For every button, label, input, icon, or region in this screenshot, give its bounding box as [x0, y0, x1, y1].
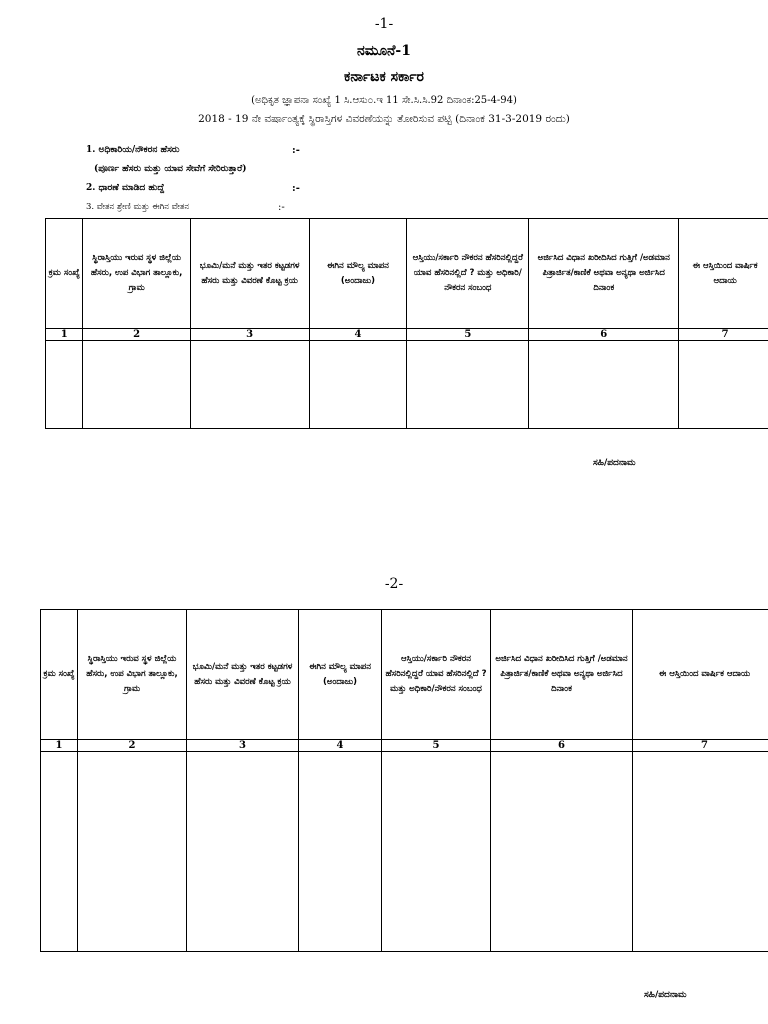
- signature-designation: ಸಹಿ/ಪದನಾಮ: [593, 458, 636, 468]
- page-number: -1-: [374, 16, 394, 32]
- header-owner-name: ಆಸ್ತಿಯು/ಸರ್ಕಾರಿ ನೌಕರನ ಹೆಸರಿನಲ್ಲಿದ್ದರೆ ಯಾವ ಹೆಸರಿನಲ್ಲಿದೆ ? ಮತ್ತು ಅಧಿಕಾರಿ/ನೌಕರನ ಸಂಬಂಧ: [407, 219, 529, 329]
- column-number-row: [46, 329, 768, 341]
- entry-cell-location[interactable]: [83, 341, 190, 429]
- header-property-description: ಭೂಮಿ/ಮನೆ ಮತ್ತು ಇತರ ಕಟ್ಟಡಗಳ ಹೆಸರು ಮತ್ತು ವಿವರಣೆ ಕೊಟ್ಟ ಕ್ರಯ: [190, 219, 309, 329]
- column-number: 2: [78, 740, 187, 752]
- entry-cell-value[interactable]: [299, 752, 382, 952]
- notification-reference: (ಅಧಿಕೃತ ಜ್ಞಾಪನಾ ಸಂಖ್ಯೆ 1 ಸಿ.ಆಸು೦.ಇ 11 ಸೇ.ಸಿ.ಸಿ.92 ದಿನಾಂಕ:25-4-94): [251, 95, 517, 106]
- header-owner-name: ಆಸ್ತಿಯು/ಸರ್ಕಾರಿ ನೌಕರನ ಹೆಸರಿನಲ್ಲಿದ್ದರೆ ಯಾವ ಹೆಸರಿನಲ್ಲಿದೆ ? ಮತ್ತು ಅಧಿಕಾರಿ/ನೌಕರನ ಸಂಬಂಧ: [382, 610, 491, 740]
- column-number-row: [41, 740, 768, 752]
- entry-cell-serial[interactable]: [41, 752, 78, 952]
- post-held-colon: :-: [292, 183, 300, 194]
- header-acquisition-method: ಅರ್ಜಿಸಿದ ವಿಧಾನ ಖರೀದಿಸಿದ ಗುತ್ತಿಗೆ /ಅಡಮಾನ ಪಿತ್ರಾರ್ಜಿತ/ಕಾಣಿಕೆ ಅಥವಾ ಅನ್ಯಥಾ ಅರ್ಜಿಸಿದ ದಿನಾಂಕ: [529, 219, 679, 329]
- column-number: 5: [382, 740, 491, 752]
- form-subtitle: 2018 - 19 ನೇ ವರ್ಷಾಂತ್ಯಕ್ಕೆ ಸ್ಥಿರಾಸ್ತಿಗಳ ವಿವರಣೆಯನ್ನು ತೋರಿಸುವ ಪಟ್ಟಿ (ದಿನಾಂಕ 31-3-2019 ರಂದು): [198, 113, 570, 125]
- header-property-location: ಸ್ಥಿರಾಸ್ತಿಯು ಇರುವ ಸ್ಥಳ ಜಿಲ್ಲೆಯ ಹೆಸರು, ಉಪ ವಿಭಾಗ ತಾಲ್ಲೂಕು, ಗ್ರಾಮ: [78, 610, 187, 740]
- header-property-location: ಸ್ಥಿರಾಸ್ತಿಯು ಇರುವ ಸ್ಥಳ ಜಿಲ್ಲೆಯ ಹೆಸರು, ಉಪ ವಿಭಾಗ ತಾಲ್ಲೂಕು, ಗ್ರಾಮ: [83, 219, 190, 329]
- entry-cell-value[interactable]: [309, 341, 407, 429]
- table-header-row: [41, 610, 768, 740]
- header-annual-income: ಈ ಆಸ್ತಿಯಿಂದ ವಾರ್ಷಿಕ ಆದಾಯ: [633, 610, 768, 740]
- header-property-description: ಭೂಮಿ/ಮನೆ ಮತ್ತು ಇತರ ಕಟ್ಟಡಗಳ ಹೆಸರು ಮತ್ತು ವಿವರಣೆ ಕೊಟ್ಟ ಕ್ರಯ: [187, 610, 299, 740]
- table-entry-row[interactable]: [46, 341, 768, 429]
- entry-cell-description[interactable]: [187, 752, 299, 952]
- header-current-value: ಈಗಿನ ಮೌಲ್ಯ ಮಾಪನ (ಅಂದಾಜು): [309, 219, 407, 329]
- column-number: 1: [46, 329, 83, 341]
- page-number: -2-: [384, 576, 404, 592]
- entry-cell-owner[interactable]: [382, 752, 491, 952]
- column-number: 4: [299, 740, 382, 752]
- government-title: ಕರ್ನಾಟಕ ಸರ್ಕಾರ: [344, 69, 424, 85]
- column-number: 7: [633, 740, 768, 752]
- pay-scale-colon: :-: [278, 202, 285, 213]
- entry-cell-serial[interactable]: [46, 341, 83, 429]
- header-serial-number: ಕ್ರಮ ಸಂಖ್ಯೆ: [41, 610, 78, 740]
- column-number: 6: [529, 329, 679, 341]
- header-current-value: ಈಗಿನ ಮೌಲ್ಯ ಮಾಪನ (ಅಂದಾಜು): [299, 610, 382, 740]
- column-number: 3: [190, 329, 309, 341]
- column-number: 5: [407, 329, 529, 341]
- entry-cell-owner[interactable]: [407, 341, 529, 429]
- entry-cell-income[interactable]: [679, 341, 768, 429]
- post-held-label: 2. ಧಾರಣೆ ಮಾಡಿದ ಹುದ್ದೆ: [86, 183, 165, 193]
- header-annual-income: ಈ ಆಸ್ತಿಯಿಂದ ವಾರ್ಷಿಕ ಆದಾಯ: [679, 219, 768, 329]
- entry-cell-location[interactable]: [78, 752, 187, 952]
- entry-cell-income[interactable]: [633, 752, 768, 952]
- column-number: 2: [83, 329, 190, 341]
- column-number: 7: [679, 329, 768, 341]
- assets-table: [40, 609, 768, 952]
- assets-table: [45, 218, 768, 429]
- column-number: 1: [41, 740, 78, 752]
- entry-cell-acquisition[interactable]: [491, 752, 633, 952]
- entry-cell-acquisition[interactable]: [529, 341, 679, 429]
- header-acquisition-method: ಅರ್ಜಿಸಿದ ವಿಧಾನ ಖರೀದಿಸಿದ ಗುತ್ತಿಗೆ /ಅಡಮಾನ ಪಿತ್ರಾರ್ಜಿತ/ಕಾಣಿಕೆ ಅಥವಾ ಅನ್ಯಥಾ ಅರ್ಜಿಸಿದ ದಿನಾಂಕ: [491, 610, 633, 740]
- entry-cell-description[interactable]: [190, 341, 309, 429]
- pay-scale-label: 3. ವೇತನ ಶ್ರೇಣಿ ಮತ್ತು ಈಗಿನ ವೇತನ: [86, 202, 190, 212]
- column-number: 3: [187, 740, 299, 752]
- form-title: ನಮೂನೆ-1: [357, 43, 411, 59]
- column-number: 6: [491, 740, 633, 752]
- table-entry-row[interactable]: [41, 752, 768, 952]
- officer-name-label: 1. ಅಧಿಕಾರಿಯ/ನೌಕರನ ಹೆಸರು: [86, 145, 180, 155]
- officer-name-colon: :-: [292, 145, 300, 156]
- signature-designation: ಸಹಿ/ಪದನಾಮ: [644, 990, 687, 1000]
- column-number: 4: [309, 329, 407, 341]
- officer-name-note: (ಪೂರ್ಣ ಹೆಸರು ಮತ್ತು ಯಾವ ಸೇವೆಗೆ ಸೇರಿರುತ್ತಾರೆ): [94, 164, 247, 174]
- table-header-row: [46, 219, 768, 329]
- header-serial-number: ಕ್ರಮ ಸಂಖ್ಯೆ: [46, 219, 83, 329]
